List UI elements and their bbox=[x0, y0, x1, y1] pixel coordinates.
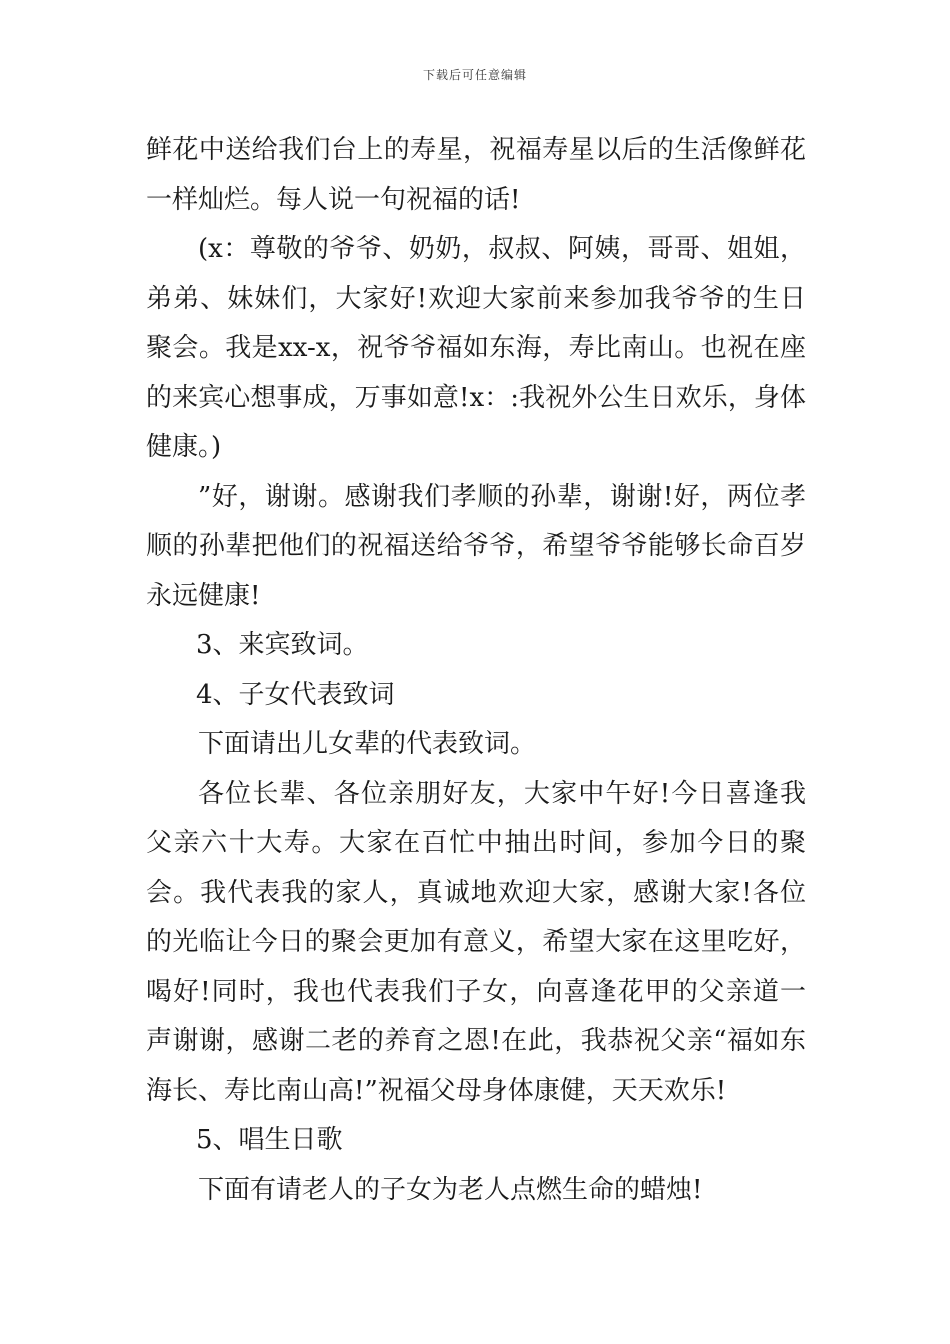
paragraph-grandchildren-speech: (x：尊敬的爷爷、奶奶，叔叔、阿姨，哥哥、姐姐，弟弟、妹妹们，大家好!欢迎大家前来参加我爷爷的生日聚会。我是xx-x，祝爷爷福如东海，寿比南山。也祝在座的来宾心想事成，万事如意!x：:我祝外公生日欢乐，身体健康。) bbox=[146, 234, 806, 462]
paragraph-continued-blessing: 鲜花中送给我们台上的寿星，祝福寿星以后的生活像鲜花一样灿烂。每人说一句祝福的话! bbox=[146, 135, 806, 215]
list-item-children-speech: 4、子女代表致词 bbox=[196, 679, 395, 710]
paragraph-children-address: 各位长辈、各位亲朋好友，大家中午好!今日喜逢我父亲六十大寿。大家在百忙中抽出时间，参加今日的聚会。我代表我的家人，真诚地欢迎大家，感谢大家!各位的光临让今日的聚会更加有意义，希望大家在这里吃好，喝好!同时，我也代表我们子女，向喜逢花甲的父亲道一声谢谢，感谢二老的养育之恩!在此，我恭祝父亲“福如东海长、寿比南山高!”祝福父母身体康健，天天欢乐! bbox=[146, 778, 806, 1106]
list-item-guest-speech: 3、来宾致词。 bbox=[196, 630, 369, 660]
paragraph-host-thanks: ”好，谢谢。感谢我们孝顺的孙辈，谢谢!好，两位孝顺的孙辈把他们的祝福送给爷爷，希望爷爷能够长命百岁永远健康! bbox=[146, 481, 806, 611]
page-header-note: 下载后可任意编辑 bbox=[422, 68, 527, 82]
paragraph-children-intro: 下面请出儿女辈的代表致词。 bbox=[198, 729, 537, 759]
list-item-birthday-song: 5、唱生日歌 bbox=[196, 1125, 343, 1155]
paragraph-candle-lighting: 下面有请老人的子女为老人点燃生命的蜡烛! bbox=[198, 1174, 703, 1205]
document-body bbox=[146, 126, 806, 1215]
